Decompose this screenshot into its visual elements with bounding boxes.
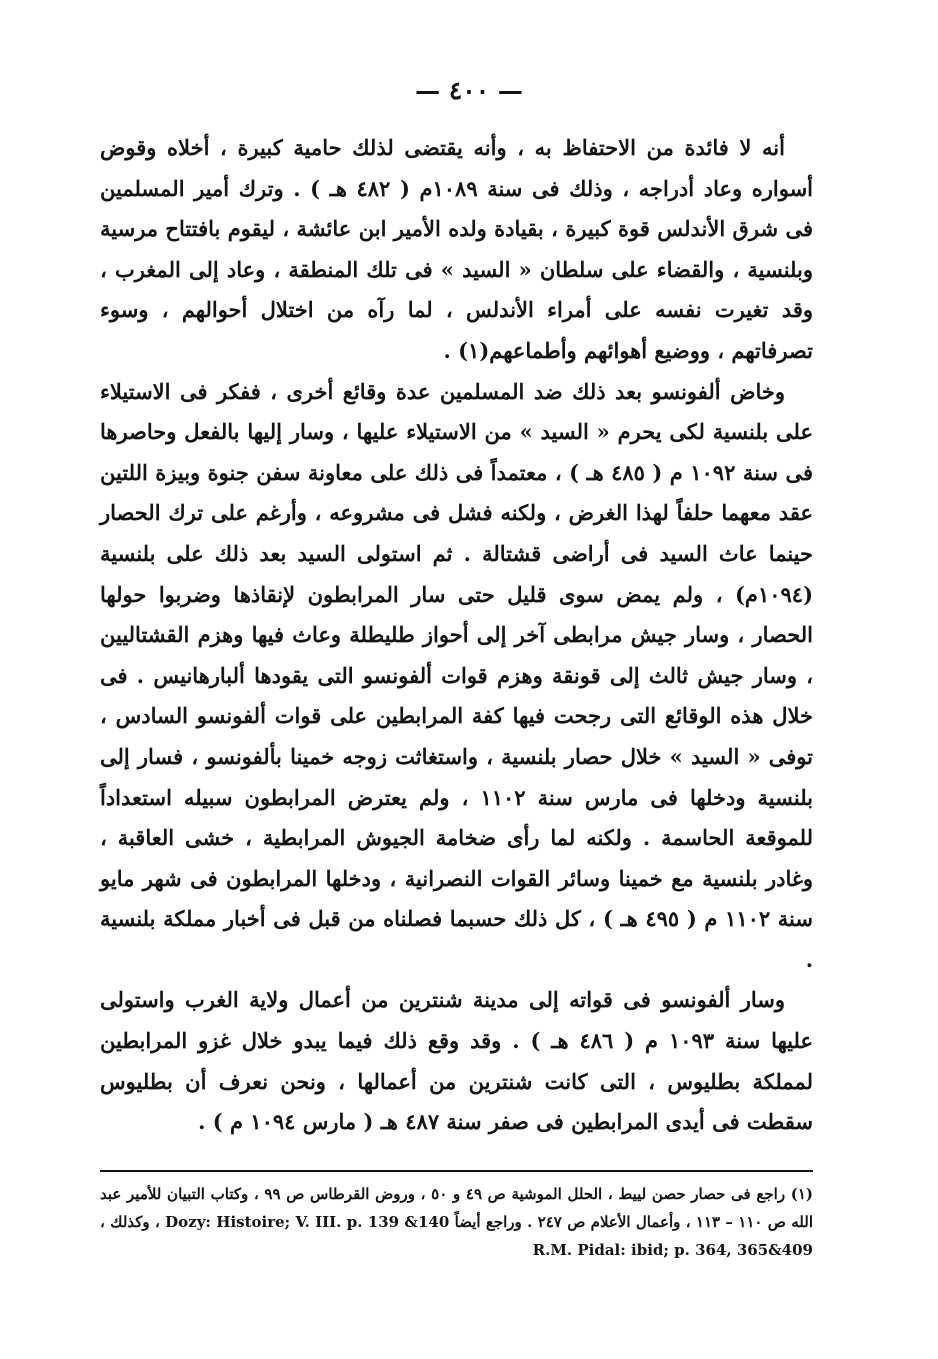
footnote-1 — [100, 1180, 813, 1264]
footnote-1-dozy-ref: Dozy: Histoire; V. III. p. 139 &140 — [165, 1213, 450, 1231]
paragraph-3: وسار ألفونسو فى قواته إلى مدينة شنترين من أعمال ولاية الغرب واستولى عليها سنة ١٠٩٣ م ( ٤٨٦ هـ ) . وقد وقع ذلك فيما يبدو خلال غزو المرابطين لمملكة بطليوس ، التى كانت شنترين من أعمالها ، ونحن نعرف أن بطليوس سقطت فى أيدى المرابطين فى صفر سنة ٤٨٧ هـ ( مارس ١٠٩٤ م ) . — [100, 987, 813, 1135]
paragraph-1: أنه لا فائدة من الاحتفاظ به ، وأنه يقتضى لذلك حامية كبيرة ، أخلاه وقوض أسواره وعاد أدراجه ، وذلك فى سنة ١٠٨٩م ( ٤٨٢ هـ ) . وترك أمير المسلمين فى شرق الأندلس قوة كبيرة ، بقيادة ولده الأمير ابن عائشة ، ليقوم بافتتاح مرسية وبلنسية ، والقضاء على سلطان « السيد » فى تلك المنطقة ، وعاد إلى المغرب ، وقد تغيرت نفسه على أمراء الأندلس ، لما رآه من اختلال أحوالهم ، وسوء تصرفاتهم ، ووضيع أهوائهم وأطماعهم(١) . — [100, 135, 814, 363]
footnote-1-arabic: (١) راجع فى حصار حصن لييط ، الحلل الموشية ص ٤٩ و ٥٠ ، وروض القرطاس ص ٩٩ ، وكتاب التبيان للأمير عبد الله ص ١١٠ – ١١٣ ، وأعمال الأعلام ص ٢٤٧ . وراجع أيضاً — [100, 1185, 813, 1231]
body-text — [100, 128, 813, 1143]
page-number: — ٤٠٠ — — [415, 76, 523, 105]
footnote-1-pidal-ref: R.M. Pidal: ibid; p. 364, 365&409 — [532, 1241, 813, 1259]
footnote-1-separator: ، وكذلك ، — [100, 1213, 160, 1231]
footnotes — [100, 1180, 813, 1264]
footnote-divider — [100, 1170, 813, 1172]
paragraph-2: وخاض ألفونسو بعد ذلك ضد المسلمين عدة وقائع أخرى ، ففكر فى الاستيلاء على بلنسية لكى يحرم « السيد » من الاستيلاء عليها ، وسار إليها بالفعل وحاصرها فى سنة ١٠٩٢ م ( ٤٨٥ هـ ) ، معتمداً فى ذلك على معاونة سفن جنوة وبيزة اللتين عقد معهما حلفاً لهذا الغرض ، ولكنه فشل فى مشروعه ، وأرغم على ترك الحصار حينما عاث السيد فى أراضى قشتالة . ثم استولى السيد بعد ذلك على بلنسية (١٠٩٤م) ، ولم يمض سوى قليل حتى سار المرابطون لإنقاذها وضربوا حولها الحصار ، وسار جيش مرابطى آخر إلى أحواز طليطلة وعاث فيها وهزم القشتاليين ، وسار جيش ثالث إلى قونقة وهزم قوات ألفونسو التى يقودها ألبارهانيس . فى خلال هذه الوقائع التى رجحت فيها كفة المرابطين على قوات ألفونسو السادس ، توفى « السيد » خلال حصار بلنسية ، واستغاثت زوجه خمينا بألفونسو ، فسار إلى بلنسية ودخلها فى مارس سنة ١١٠٢ ، ولم يعترض المرابطون سبيله استعداداً للموقعة الحاسمة . ولكنه لما رأى ضخامة الجيوش المرابطية ، خشى العاقبة ، وغادر بلنسية مع خمينا وسائر القوات النصرانية ، ودخلها المرابطون فى شهر مايو سنة ١١٠٢ م ( ٤٩٥ هـ ) ، كل ذلك حسبما فصلناه من قبل فى أخبار مملكة بلنسية . — [100, 378, 813, 972]
